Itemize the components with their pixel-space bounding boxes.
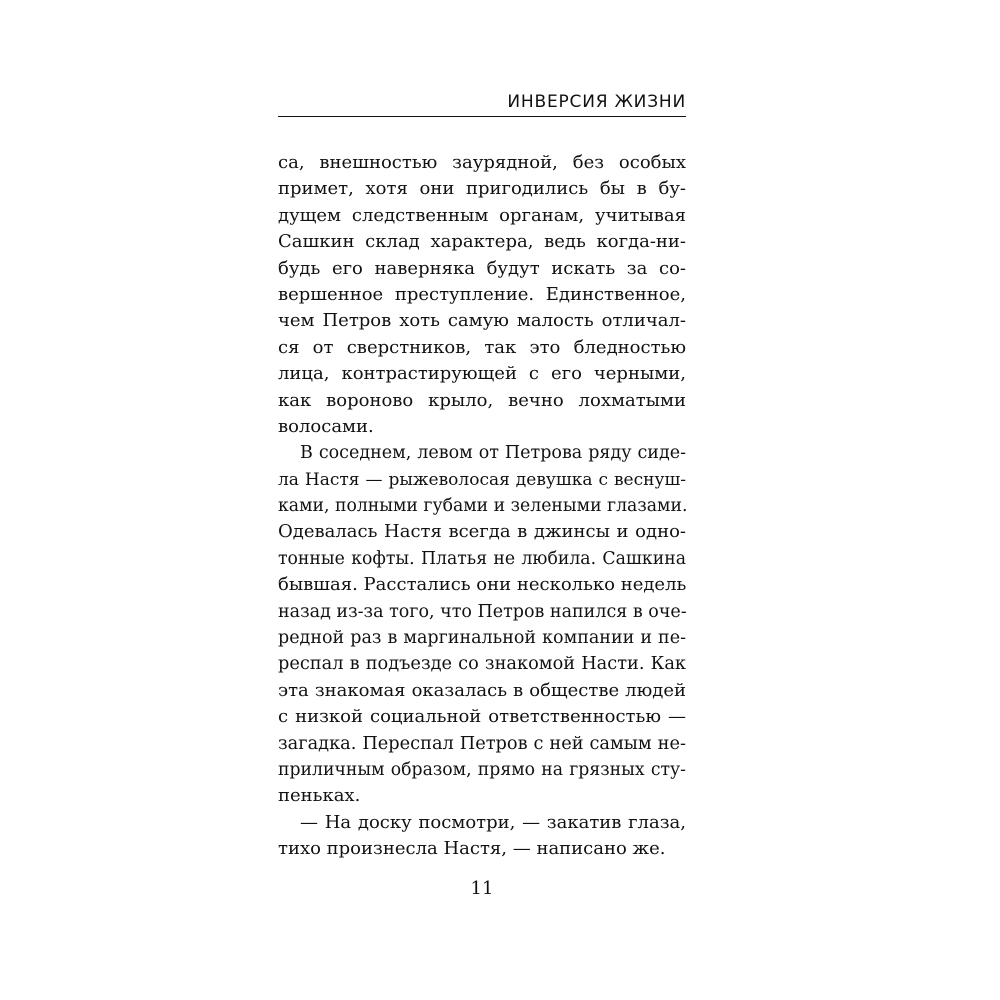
text-line: пеньках. xyxy=(278,785,361,807)
text-line: как вороново крыло, вечно лохматыми xyxy=(278,389,686,411)
text-line: бывшая. Расстались они несколько недель xyxy=(278,574,687,596)
text-line: эта знакомая оказалась в обществе людей xyxy=(278,679,686,701)
text-line: Одевалась Настя всегда в джинсы и одно- xyxy=(278,521,686,543)
text-line: са, внешностью заурядной, без особых xyxy=(278,152,686,173)
text-line: ся от сверстников, так это бледностью xyxy=(278,336,686,358)
text-line: волосами. xyxy=(278,415,374,437)
text-line: В соседнем, левом от Петрова ряду сиде- xyxy=(300,443,686,464)
text-line: приличным образом, прямо на грязных сту- xyxy=(278,759,686,780)
text-line: редной раз в маргинальной компании и пе- xyxy=(278,628,686,649)
page-number: 11 xyxy=(470,878,494,899)
text-line: лица, контрастирующей с его черными, xyxy=(278,363,686,385)
text-line: будь его наверняка будут искать за со- xyxy=(278,257,686,279)
text-line: респал в подъезде со знакомой Насти. Как xyxy=(278,654,686,675)
text-line: — На доску посмотри, — закатив глаза, xyxy=(300,811,686,833)
text-line: с низкой социальной ответственностью — xyxy=(278,706,686,728)
text-line: дущем следственным органам, учитывая xyxy=(278,204,686,226)
text-line: Сашкин склад характера, ведь когда-ни- xyxy=(278,231,686,253)
header-rule xyxy=(278,116,686,117)
text-line: тонные кофты. Платья не любила. Сашкина xyxy=(278,548,686,569)
running-title: ИНВЕРСИЯ ЖИЗНИ xyxy=(507,92,686,112)
text-line: примет, хотя они пригодились бы в бу- xyxy=(278,178,686,200)
text-line: назад из-за того, что Петров напился в оче- xyxy=(278,601,687,622)
text-line: ла Настя — рыжеволосая девушка с веснуш- xyxy=(278,469,686,490)
text-line: тихо произнесла Настя, — написано же. xyxy=(278,838,666,860)
text-line: ками, полными губами и зелеными глазами. xyxy=(278,496,688,517)
text-line: вершенное преступление. Единственное, xyxy=(278,283,686,305)
text-line: загадка. Переспал Петров с ней самым не- xyxy=(278,733,686,754)
body-text xyxy=(278,150,686,863)
text-line: чем Петров хоть самую малость отличал- xyxy=(278,310,686,332)
